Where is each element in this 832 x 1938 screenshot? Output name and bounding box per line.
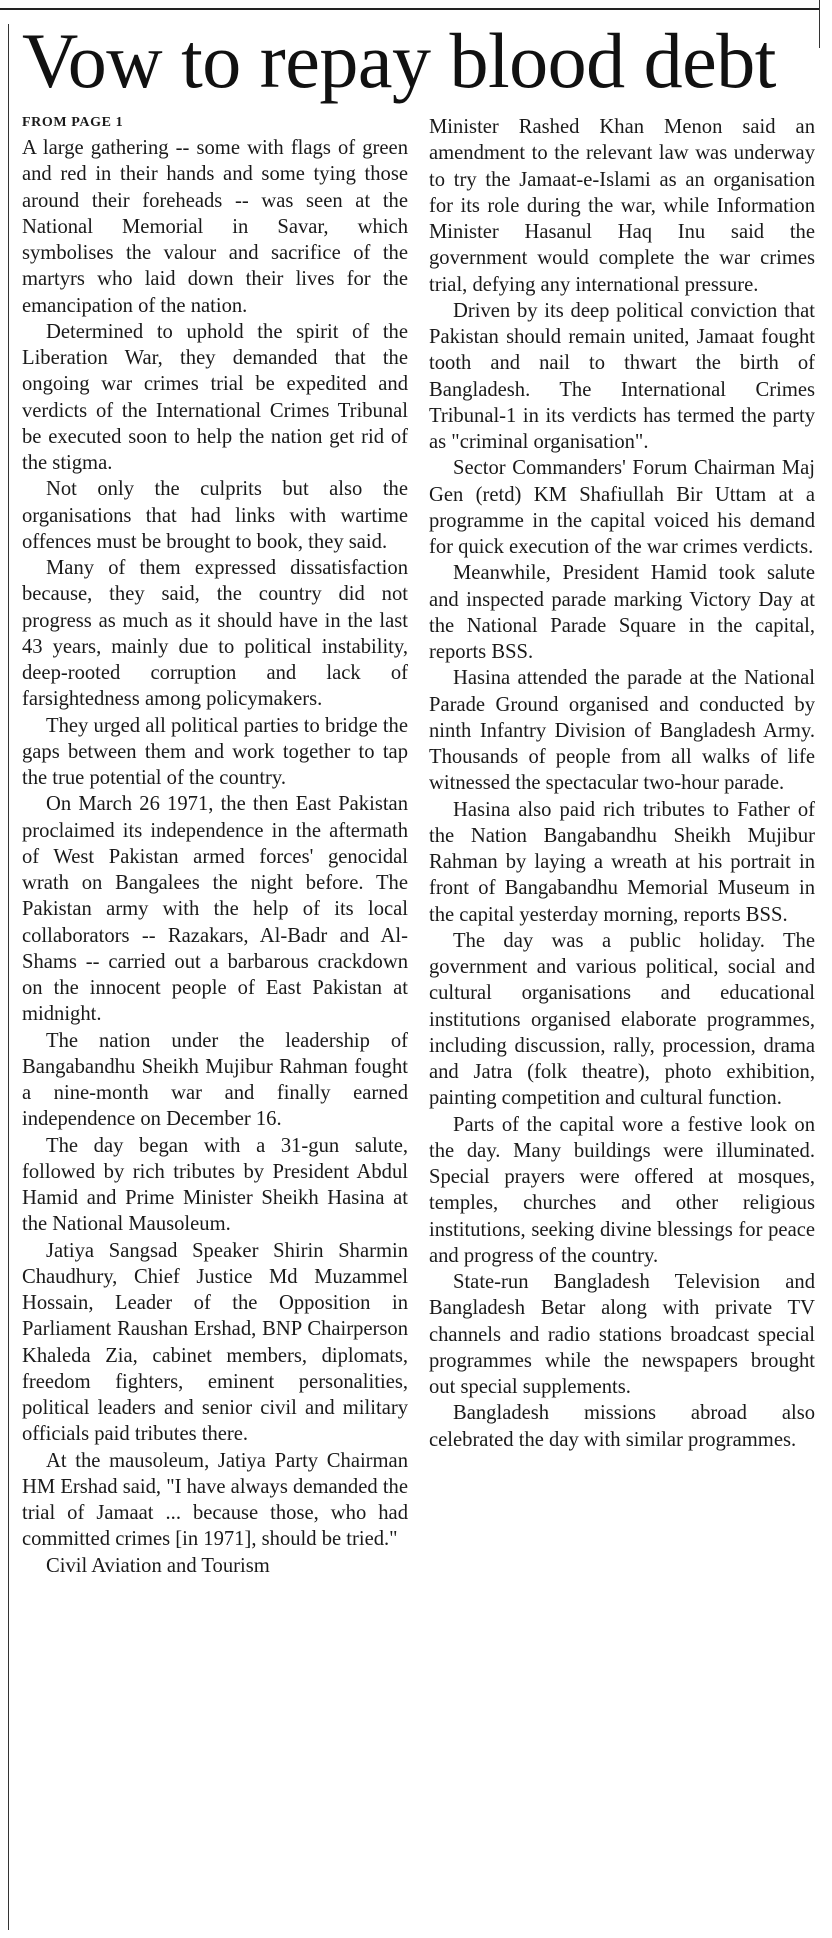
paragraph: Determined to uphold the spirit of the Liberation War, they demanded that the ongoing war crimes trial be expedited and verdicts of the International Crimes Tribunal be executed soon to help the nation get rid of the stigma. [22,320,408,474]
paragraph: Parts of the capital wore a festive look on the day. Many buildings were illuminated. Special prayers were offered at mosques, temples, churches and other religious institutions, seeking divine blessings for peace and progress of the country. [429,1113,815,1267]
paragraph: Minister Rashed Khan Menon said an amendment to the relevant law was underway to try the Jamaat-e-Islami as an organisation for its role during the war, while Information Minister Hasanul Haq Inu said the government would complete the war crimes trial, defying any international pressure. [429,116,815,296]
paragraph: The day was a public holiday. The government and various political, social and cultural organisations and educational institutions organised elaborate programmes, including discussion, rally, procession, drama and Jatra (folk theatre), photo exhibition, painting competition and cultural function. [429,929,815,1110]
left-column [22,114,408,1579]
paragraph: Civil Aviation and Tourism [46,1554,270,1577]
paragraph: A large gathering -- some with flags of green and red in their hands and some tying those around their foreheads -- was seen at the National Memorial in Savar, which symbolises the valour and sacrifice of the martyrs who laid down their lives for the emancipation of the nation. [22,137,408,317]
paragraph: Jatiya Sangsad Speaker Shirin Sharmin Chaudhury, Chief Justice Md Muzammel Hossain, Leader of the Opposition in Parliament Raushan Ershad, BNP Chairperson Khaleda Zia, cabinet members, diplomats, freedom fighters, eminent personalities, political leaders and senior civil and military officials paid tributes there. [22,1239,408,1446]
paragraph: Bangladesh missions abroad also celebrated the day with similar programmes. [429,1402,815,1451]
paragraph: On March 26 1971, the then East Pakistan proclaimed its independence in the aftermath of West Pakistan armed forces' genocidal wrath on Bangalees the night before. The Pakistan army with the help of its local collaborators -- Razakars, Al-Badr and Al-Shams -- carried out a barbarous crackdown on the innocent people of East Pakistan at midnight. [22,793,408,1026]
paragraph: Sector Commanders' Forum Chairman Maj Gen (retd) KM Shafiullah Bir Uttam at a programme in the capital voiced his demand for quick execution of the war crimes verdicts. [429,457,815,558]
paragraph: Hasina attended the parade at the National Parade Ground organised and conducted by ninth Infantry Division of Bangladesh Army. Thousands of people from all walks of life witnessed the spectacular two-hour parade. [429,667,815,795]
top-rule [0,8,820,10]
right-column [429,114,815,1453]
section-tag: FROM PAGE 1 [22,115,124,130]
headline: Vow to repay blood debt [22,17,776,104]
paragraph: Hasina also paid rich tributes to Father of the Nation Bangabandhu Sheikh Mujibur Rahman by laying a wreath at his portrait in front of Bangabandhu Memorial Museum in the capital yesterday morning, reports BSS. [429,798,815,926]
paragraph: They urged all political parties to bridge the gaps between them and work together to tap the true potential of the country. [22,714,408,789]
paragraph: Driven by its deep political conviction that Pakistan should remain united, Jamaat fought tooth and nail to thwart the birth of Bangladesh. The International Crimes Tribunal-1 in its verdicts has termed the party as "criminal organisation". [429,299,815,453]
paragraph: At the mausoleum, Jatiya Party Chairman HM Ershad said, "I have always demanded the trial of Jamaat ... because those, who had committed crimes [in 1971], should be tried." [22,1449,408,1551]
paragraph: Meanwhile, President Hamid took salute and inspected parade marking Victory Day at the National Parade Square in the capital, reports BSS. [429,562,815,663]
left-column-rule [8,24,9,1930]
paragraph: Many of them expressed dissatisfaction because, they said, the country did not progress as much as it should have in the last 43 years, mainly due to political instability, deep-rooted corruption and lack of farsightedness among policymakers. [22,557,408,711]
paragraph: The nation under the leadership of Bangabandhu Sheikh Mujibur Rahman fought a nine-month war and finally earned independence on December 16. [22,1029,408,1131]
article-body [22,114,822,1934]
paragraph: The day began with a 31-gun salute, followed by rich tributes by President Abdul Hamid and Prime Minister Sheikh Hasina at the National Mausoleum. [22,1134,408,1236]
paragraph: Not only the culprits but also the organisations that had links with wartime offences must be brought to book, they said. [22,478,408,553]
paragraph: State-run Bangladesh Television and Bangladesh Betar along with private TV channels and radio stations broadcast special programmes while the newspapers brought out special supplements. [429,1271,815,1398]
